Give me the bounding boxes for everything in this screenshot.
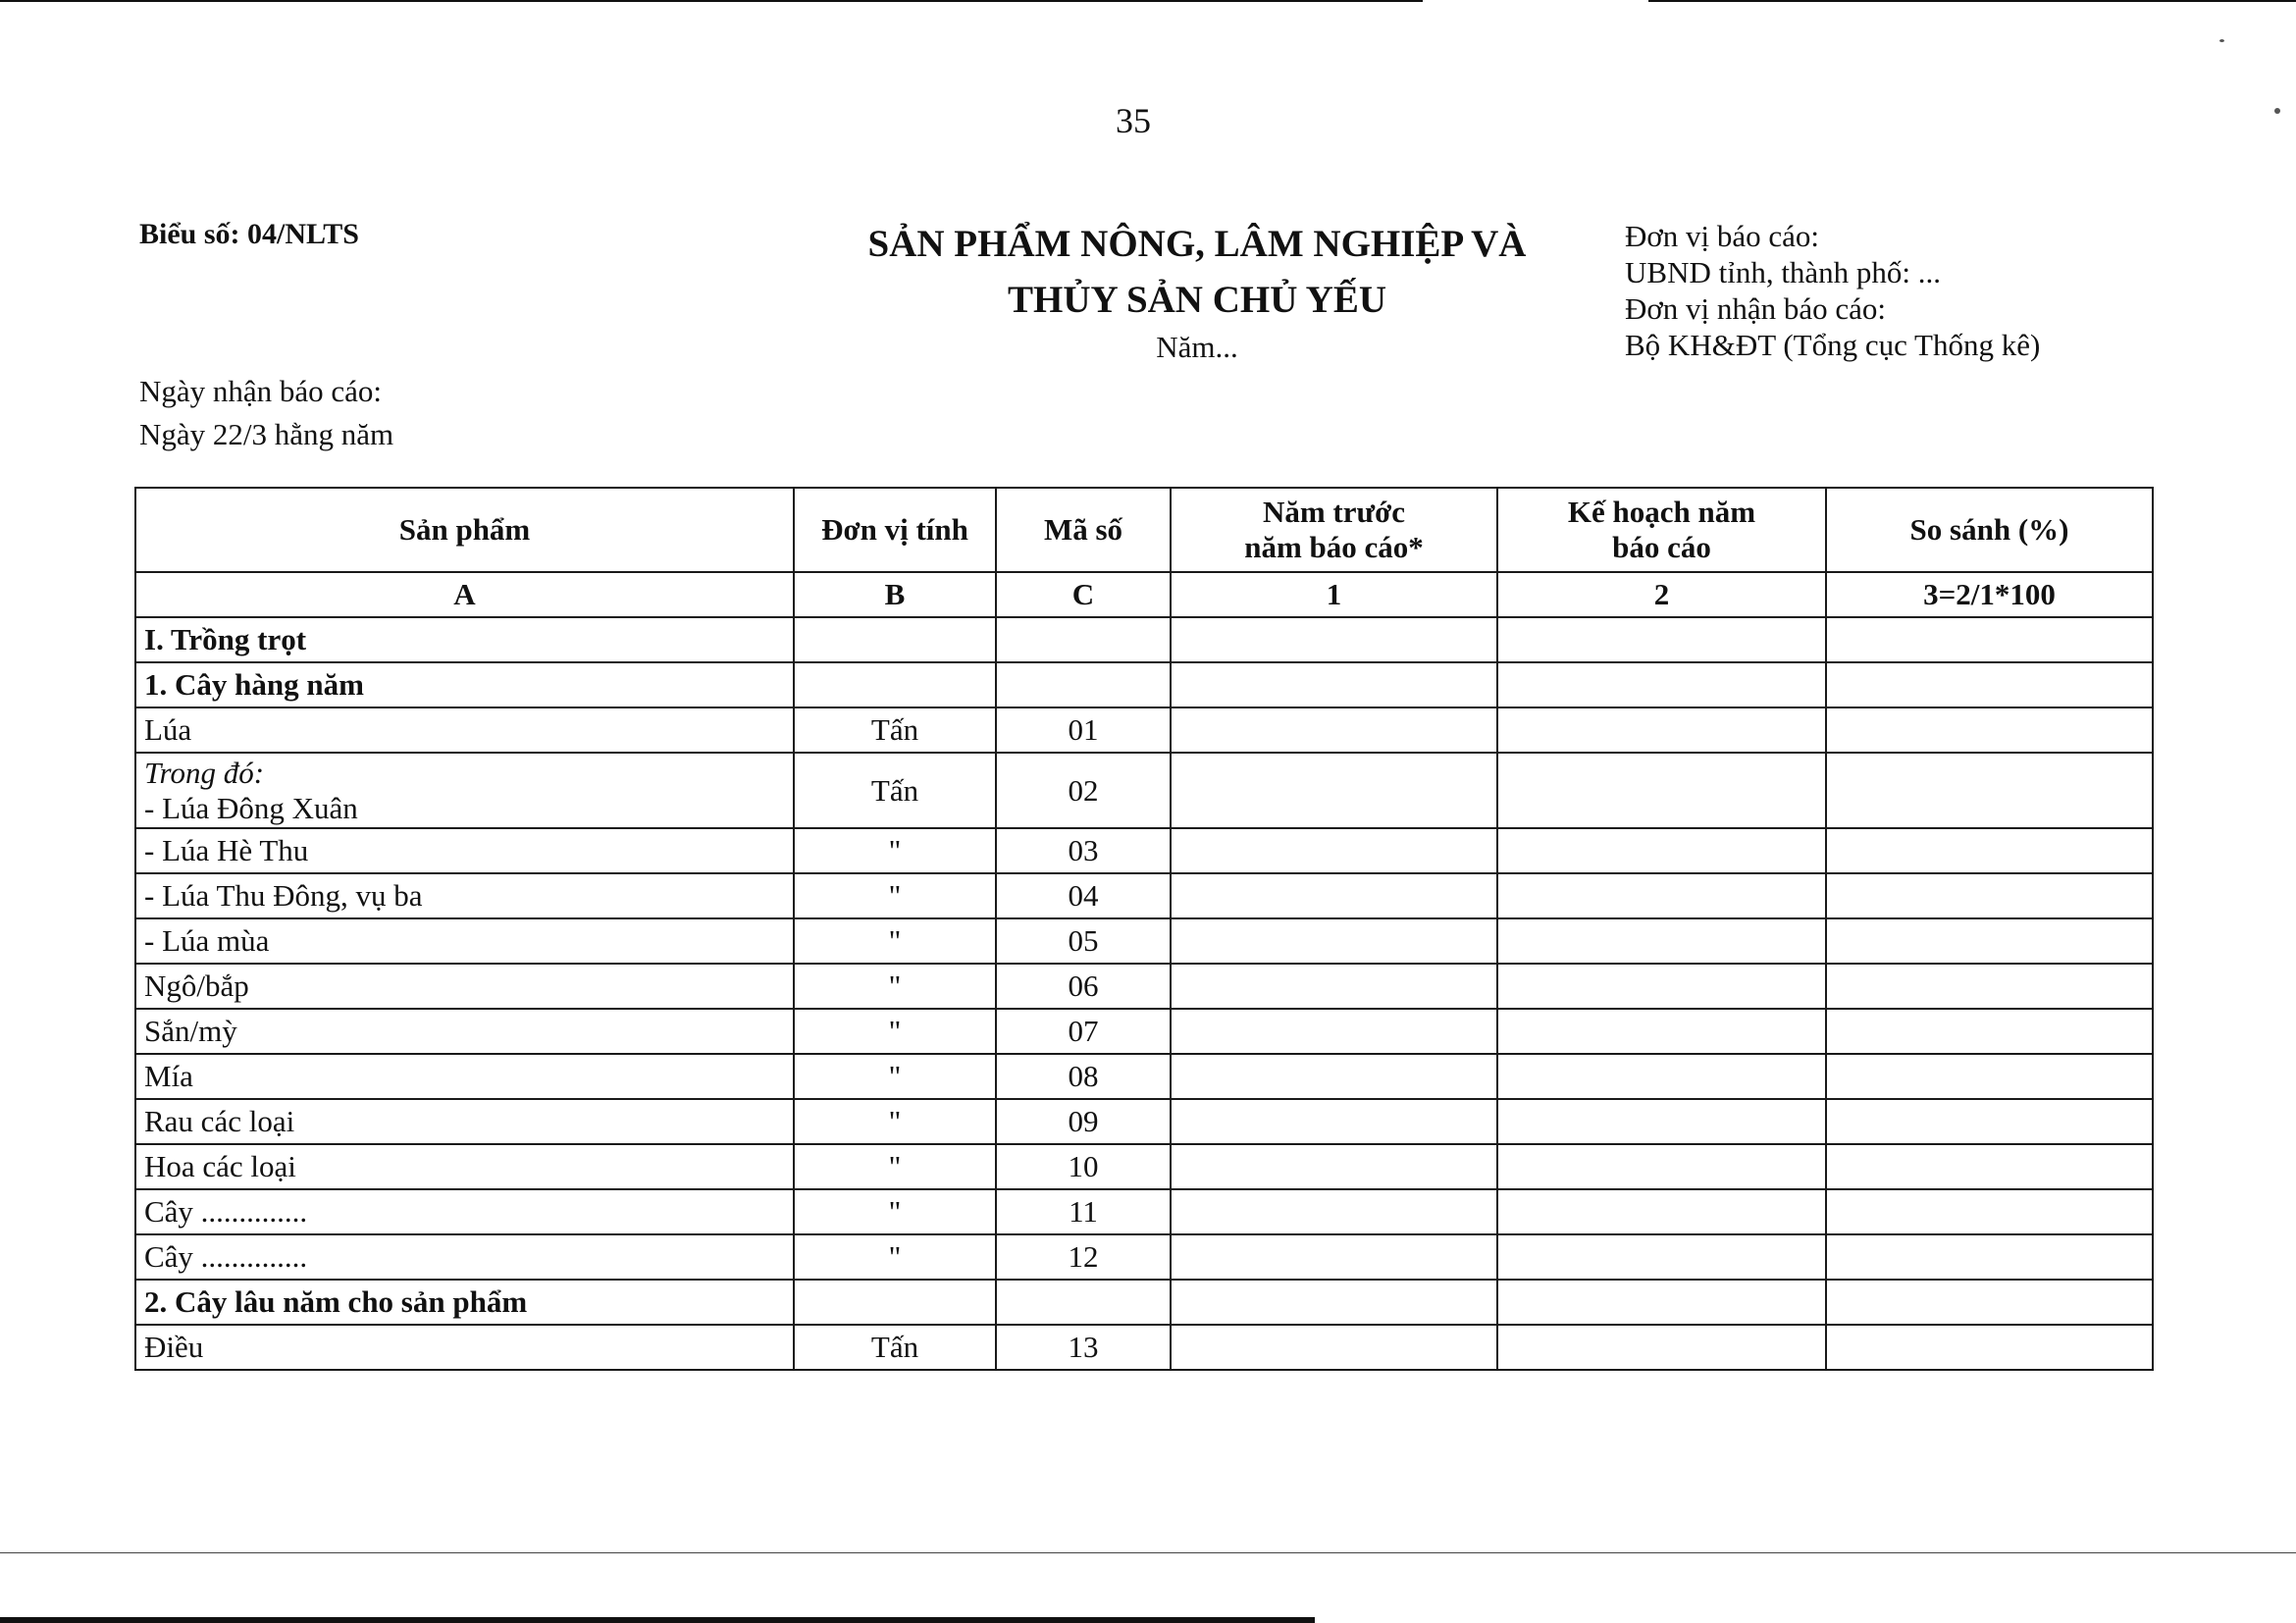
header-plan-line1: Kế hoạch năm (1567, 495, 1756, 529)
code-cell: 03 (996, 828, 1171, 873)
code-cell: 06 (996, 964, 1171, 1009)
product-cell (135, 617, 794, 662)
bottom-edge-rule (0, 1552, 2296, 1553)
prev-year-cell[interactable] (1171, 873, 1497, 918)
code-cell: 02 (996, 753, 1171, 828)
product-cell (135, 1144, 794, 1189)
compare-cell[interactable] (1826, 1144, 2153, 1189)
receive-date-value: Ngày 22/3 hằng năm (139, 417, 394, 451)
report-table (134, 487, 2154, 1371)
top-edge-rule (0, 0, 1423, 2)
report-title-line2: THỦY SẢN CHỦ YẾU (1007, 279, 1387, 321)
code-cell (996, 1280, 1171, 1325)
plan-cell[interactable] (1497, 707, 1826, 753)
plan-cell[interactable] (1497, 617, 1826, 662)
product-label: Lúa (144, 712, 192, 747)
bottom-edge-bar (0, 1617, 1315, 1623)
product-cell (135, 918, 794, 964)
header-compare: So sánh (%) (1826, 488, 2153, 572)
prev-year-cell[interactable] (1171, 617, 1497, 662)
table-row (135, 1280, 2153, 1325)
compare-cell[interactable] (1826, 753, 2153, 828)
product-label: - Lúa Hè Thu (144, 833, 309, 867)
compare-cell[interactable] (1826, 1189, 2153, 1234)
unit-cell: " (794, 1099, 996, 1144)
column-letter-row (135, 572, 2153, 617)
unit-cell: " (794, 964, 996, 1009)
product-label: 1. Cây hàng năm (144, 667, 364, 702)
reporting-unit-label: Đơn vị báo cáo: (1625, 219, 1820, 253)
compare-cell[interactable] (1826, 1009, 2153, 1054)
column-letter: C (996, 572, 1171, 617)
product-label: I. Trồng trọt (144, 622, 307, 656)
report-title-block (814, 216, 1580, 367)
product-cell (135, 753, 794, 828)
unit-cell: " (794, 1009, 996, 1054)
unit-cell: " (794, 1144, 996, 1189)
unit-cell: Tấn (794, 1325, 996, 1370)
unit-cell: Tấn (794, 707, 996, 753)
product-cell (135, 1099, 794, 1144)
unit-cell: " (794, 1234, 996, 1280)
product-cell (135, 1054, 794, 1099)
table-row (135, 964, 2153, 1009)
unit-cell (794, 617, 996, 662)
prev-year-cell[interactable] (1171, 1144, 1497, 1189)
column-letter: 2 (1497, 572, 1826, 617)
table-row (135, 753, 2153, 828)
code-cell: 13 (996, 1325, 1171, 1370)
receive-date-block (139, 370, 393, 456)
product-cell (135, 707, 794, 753)
compare-cell[interactable] (1826, 1280, 2153, 1325)
plan-cell[interactable] (1497, 1189, 1826, 1234)
table-row (135, 1099, 2153, 1144)
code-cell: 08 (996, 1054, 1171, 1099)
plan-cell[interactable] (1497, 1099, 1826, 1144)
plan-cell[interactable] (1497, 1009, 1826, 1054)
plan-cell[interactable] (1497, 918, 1826, 964)
product-label: Điều (144, 1330, 204, 1364)
product-cell (135, 828, 794, 873)
product-label: Rau các loại (144, 1104, 295, 1138)
unit-cell (794, 662, 996, 707)
page-number: 35 (1116, 101, 1151, 140)
compare-cell[interactable] (1826, 1054, 2153, 1099)
column-letter: 3=2/1*100 (1826, 572, 2153, 617)
product-cell (135, 1234, 794, 1280)
table-row (135, 617, 2153, 662)
table-row (135, 1234, 2153, 1280)
product-cell (135, 1280, 794, 1325)
table-row (135, 828, 2153, 873)
receiving-unit-value: Bộ KH&ĐT (Tổng cục Thống kê) (1625, 328, 2041, 362)
report-table-body (135, 617, 2153, 1370)
report-title-line1: SẢN PHẨM NÔNG, LÂM NGHIỆP VÀ (867, 223, 1527, 265)
compare-cell[interactable] (1826, 873, 2153, 918)
table-row (135, 1054, 2153, 1099)
prev-year-cell[interactable] (1171, 1099, 1497, 1144)
table-row (135, 918, 2153, 964)
product-cell (135, 1325, 794, 1370)
code-cell: 10 (996, 1144, 1171, 1189)
prev-year-cell[interactable] (1171, 707, 1497, 753)
product-cell (135, 1009, 794, 1054)
code-cell: 11 (996, 1189, 1171, 1234)
code-cell: 07 (996, 1009, 1171, 1054)
product-label: - Lúa mùa (144, 923, 270, 958)
plan-cell[interactable] (1497, 1144, 1826, 1189)
product-cell (135, 662, 794, 707)
table-header-row (135, 488, 2153, 572)
compare-cell[interactable] (1826, 1325, 2153, 1370)
unit-cell: " (794, 873, 996, 918)
prev-year-cell[interactable] (1171, 964, 1497, 1009)
plan-cell[interactable] (1497, 873, 1826, 918)
unit-cell: Tấn (794, 753, 996, 828)
plan-cell[interactable] (1497, 828, 1826, 873)
prev-year-cell[interactable] (1171, 1054, 1497, 1099)
code-cell: 04 (996, 873, 1171, 918)
product-label: Ngô/bắp (144, 969, 249, 1003)
header-prev-year (1171, 488, 1497, 572)
product-label: 2. Cây lâu năm cho sản phẩm (144, 1284, 528, 1319)
product-label: Hoa các loại (144, 1149, 296, 1183)
plan-cell[interactable] (1497, 753, 1826, 828)
table-row (135, 1189, 2153, 1234)
column-letter: B (794, 572, 996, 617)
prev-year-cell[interactable] (1171, 753, 1497, 828)
report-year: Năm... (1156, 330, 1238, 364)
compare-cell[interactable] (1826, 918, 2153, 964)
compare-cell[interactable] (1826, 617, 2153, 662)
product-label: Cây .............. (144, 1194, 308, 1229)
product-cell (135, 964, 794, 1009)
product-cell (135, 1189, 794, 1234)
table-row (135, 1325, 2153, 1370)
header-product: Sản phẩm (135, 488, 794, 572)
product-label: - Lúa Thu Đông, vụ ba (144, 878, 423, 913)
receiving-unit-label: Đơn vị nhận báo cáo: (1625, 291, 1887, 326)
prev-year-cell[interactable] (1171, 1189, 1497, 1234)
product-note: Trong đó: (144, 755, 265, 790)
table-row (135, 873, 2153, 918)
header-unit: Đơn vị tính (794, 488, 996, 572)
code-cell: 12 (996, 1234, 1171, 1280)
receive-date-label: Ngày nhận báo cáo: (139, 374, 383, 408)
unit-cell: " (794, 918, 996, 964)
plan-cell[interactable] (1497, 964, 1826, 1009)
prev-year-cell[interactable] (1171, 1280, 1497, 1325)
prev-year-cell[interactable] (1171, 1009, 1497, 1054)
code-cell (996, 617, 1171, 662)
table-row (135, 707, 2153, 753)
header-prev-year-line2: năm báo cáo* (1244, 530, 1424, 564)
product-label: Sắn/mỳ (144, 1014, 237, 1048)
top-edge-rule-right (1648, 0, 2296, 2)
header-plan-line2: báo cáo (1612, 530, 1711, 564)
table-row (135, 1009, 2153, 1054)
compare-cell[interactable] (1826, 1099, 2153, 1144)
header-code: Mã số (996, 488, 1171, 572)
prev-year-cell[interactable] (1171, 1325, 1497, 1370)
plan-cell[interactable] (1497, 1325, 1826, 1370)
product-label: Mía (144, 1059, 193, 1093)
unit-cell: " (794, 828, 996, 873)
code-cell: 05 (996, 918, 1171, 964)
unit-cell: " (794, 1189, 996, 1234)
plan-cell[interactable] (1497, 1280, 1826, 1325)
plan-cell[interactable] (1497, 1234, 1826, 1280)
reporting-unit-value: UBND tỉnh, thành phố: ... (1625, 255, 1942, 289)
header-plan (1497, 488, 1826, 572)
scan-speck (2219, 39, 2224, 42)
prev-year-cell[interactable] (1171, 1234, 1497, 1280)
compare-cell[interactable] (1826, 1234, 2153, 1280)
scan-speck (2274, 108, 2280, 114)
compare-cell[interactable] (1826, 707, 2153, 753)
compare-cell[interactable] (1826, 964, 2153, 1009)
product-label: Cây .............. (144, 1239, 308, 1274)
table-row (135, 662, 2153, 707)
header-prev-year-line1: Năm trước (1262, 495, 1406, 529)
report-units-block (1625, 218, 2040, 363)
plan-cell[interactable] (1497, 662, 1826, 707)
code-cell: 09 (996, 1099, 1171, 1144)
code-cell (996, 662, 1171, 707)
compare-cell[interactable] (1826, 662, 2153, 707)
column-letter: 1 (1171, 572, 1497, 617)
column-letter: A (135, 572, 794, 617)
compare-cell[interactable] (1826, 828, 2153, 873)
product-label: - Lúa Đông Xuân (144, 790, 358, 825)
plan-cell[interactable] (1497, 1054, 1826, 1099)
form-code: Biểu số: 04/NLTS (139, 218, 359, 250)
prev-year-cell[interactable] (1171, 662, 1497, 707)
prev-year-cell[interactable] (1171, 828, 1497, 873)
prev-year-cell[interactable] (1171, 918, 1497, 964)
table-row (135, 1144, 2153, 1189)
product-cell (135, 873, 794, 918)
unit-cell: " (794, 1054, 996, 1099)
unit-cell (794, 1280, 996, 1325)
code-cell: 01 (996, 707, 1171, 753)
